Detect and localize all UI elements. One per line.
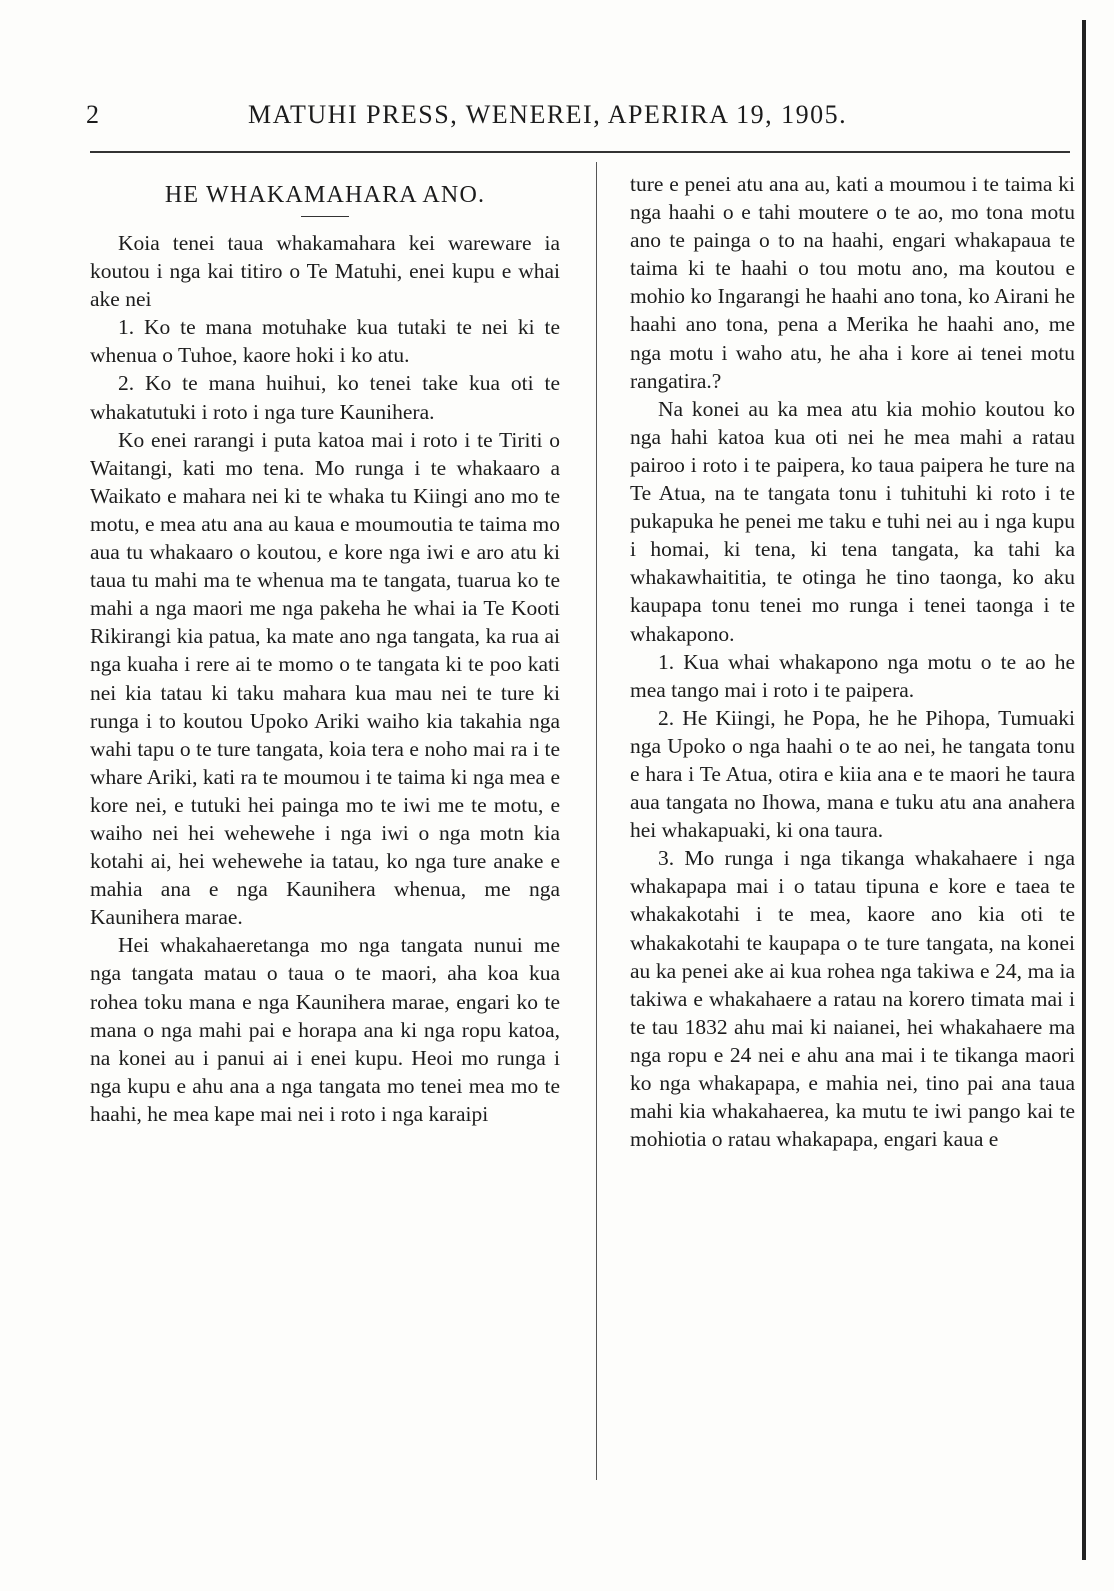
paragraph: 1. Ko te mana motuhake kua tutaki te nei ki te whenua o Tuhoe, kaore hoki i ko atu. [90,315,560,368]
paragraph: ture e penei atu ana au, kati a moumou i te taima ki nga haahi o e tahi moutere o te ao, mo tona motu ano te painga o to na haahi, engari whakapaua te taima ki te haahi o tou motu ano, ma koutou e mohio ko Ingarangi he haahi ano tona, ko Airani he haahi ano tona, pena a Merika he haahi ano, me nga motu i waho atu, he aha i kore ai tenei motu rangatira.? [630,172,1075,393]
article-heading: HE WHAKAMAHARA ANO. [164,182,486,208]
left-column [90,170,560,1128]
page-edge [1082,20,1086,1560]
masthead: MATUHI PRESS, WENEREI, APERIRA 19, 1905. [248,100,848,129]
paragraph: Hei whakahaeretanga mo nga tangata nunui me nga tangata matau o taua o te maori, aha koa kua rohea toku mana e nga Kaunihera marae, engari ko te mana o nga mahi pai e horapa ana ki nga ropu katoa, na konei au i panui ai i enei kupu. Heoi mo runga i nga kupu e ahu ana a nga tangata mo tenei mea mo te haahi, he mea kape mai nei i roto i nga karaipi [90,933,560,1126]
right-column [630,170,1075,1153]
paragraph: 2. He Kiingi, he Popa, he he Pihopa, Tumuaki nga Upoko o nga haahi o te ao nei, he tangata tonu e hara i Te Atua, otira e kiia ana e te maori he taura aua tangata no Ihowa, mana e tuku atu ana anahera hei whakapuaki, ki ona taura. [630,705,1075,843]
paragraph: 2. Ko te mana huihui, ko tenei take kua oti te whakatutuki i roto i nga ture Kaunihera. [90,371,560,424]
paragraph: Ko enei rarangi i puta katoa mai i roto i te Tiriti o Waitangi, kati mo tena. Mo runga i te whakaaro a Waikato e mahara nei ki te whaka tu Kiingi ano mo te motu, e mea atu ana au kaua e moumoutia te taima mo aua tu whakaaro o koutou, e kore nga iwi e aro atu ki taua tu mahi ma te whenua ma te tangata, tuarua ko te mahi a nga maori me nga pakeha he whai ia Te Kooti Rikirangi kia patua, ka mate ano nga tangata, ka rua ai nga kuaha i rere ai te momo o te tangata ki te poo kati nei kia tatau ki taku mahara kua mau nei te ture ki runga i to koutou Upoko Ariki waiho kia takahia nga wahi tapu o te ture tangata, koia tera e noho mai ra i te whare Ariki, kati ra te moumou i te taima ki nga mea e kore nei, e tutuki hei painga mo te iwi me te motu, e waiho nei hei wehewehe i nga iwi o nga motn kia kotahi ai, hei wehewehe ia tatau, ko nga ture anake e mahia ana e nga Kaunihera whenua, me nga Kaunihera marae. [90,427,560,930]
paragraph: Na konei au ka mea atu kia mohio koutou ko nga hahi katoa kua oti nei he mea mahi a ratau pairoo i roto i te paipera, ko taua paipera he ture na Te Atua, na te tangata tonu i tuhituhi ki roto i te pukapuka he penei me taku e tuhi nei au i nga kupu i homai, ki tena, ki tena tangata, ka tahi ka whakawhaititia, te otinga he tino taonga, ko aku kaupapa tonu tenei mo runga i tenei taonga i te whakapono. [630,396,1075,646]
column-divider [596,162,597,1480]
paragraph: Koia tenei taua whakamahara kei wareware ia koutou i nga kai titiro o Te Matuhi, enei kupu e whai ake nei [90,231,560,312]
header-rule [90,151,1070,153]
paragraph: 1. Kua whai whakapono nga motu o te ao he mea tango mai i roto i te paipera. [630,649,1075,702]
page-number: 2 [86,100,99,129]
paragraph: 3. Mo runga i nga tikanga whakahaere i nga whakapapa mai i o tatau tipuna e kore e taea te whakakotahi i te mea, kaore ano kia oti te whakakotahi te kaupapa o te ture tangata, na konei au ka penei ake ai kua rohea nga takiwa e 24, ma ia takiwa e whakahaere a ratau na korero timata mai i te tau 1832 ahu mai ki naianei, hei whakahaere ma nga ropu e 24 nei e ahu ana mai i te tikanga maori ko nga whakapapa, e mahia nei, tino pai ana taua mahi kia whakahaerea, ka mutu te iwi pango kai te mohiotia o ratau whakapapa, engari kaua e [630,846,1075,1152]
heading-rule [301,216,349,217]
page-header [0,100,1114,140]
